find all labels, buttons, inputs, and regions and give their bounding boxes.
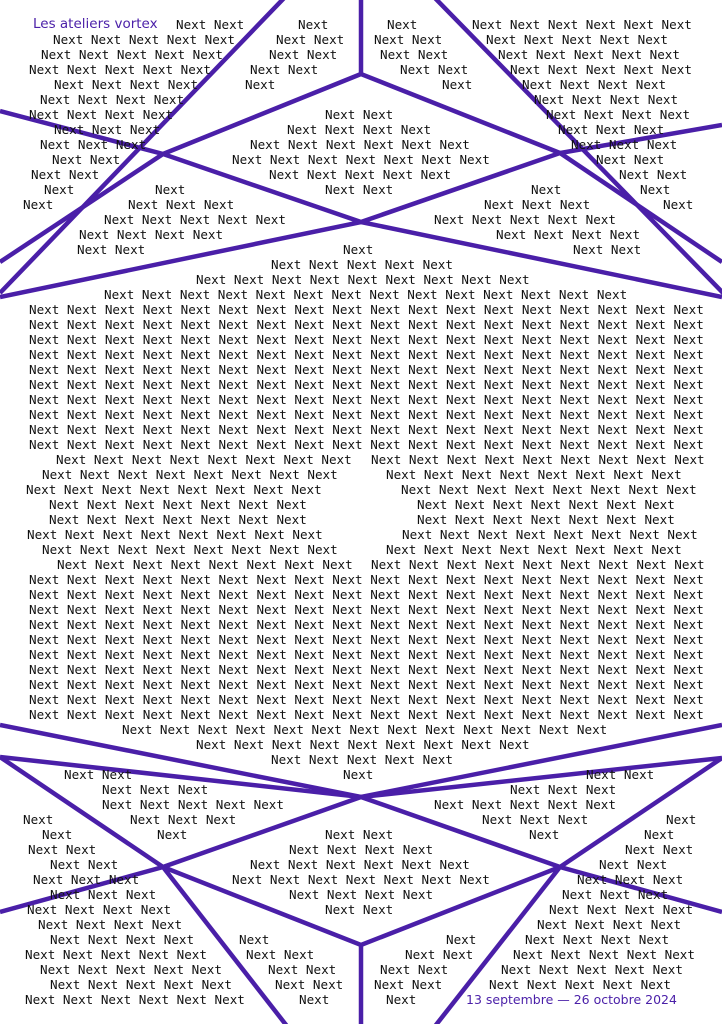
word-run: Next Next Next Next Next Next Next Next Next Next Next Next Next Next Next Next Next Next [29,302,704,317]
word-run: Next Next Next Next [287,122,432,137]
word-run: Next [44,182,75,197]
word-run: Next [343,767,374,782]
word-run: Next Next Next Next Next [50,977,232,992]
word-run: Next Next Next Next Next Next Next Next Next Next Next Next Next Next Next Next Next Next [29,692,704,707]
word-run: Next Next Next Next Next Next Next Next Next Next Next Next Next Next Next Next Next Next [29,347,704,362]
word-run: Next Next Next Next Next Next Next Next [386,467,682,482]
word-run: Next Next Next [484,197,591,212]
word-run: Next Next [325,182,394,197]
word-run: Next Next Next Next Next [513,947,695,962]
word-run: Next Next Next Next [289,887,434,902]
word-run: Next Next Next Next Next Next Next Next Next Next Next Next Next [122,722,608,737]
word-run: Next Next Next [130,812,237,827]
word-run: Next Next Next [558,122,665,137]
word-run: Next Next Next Next Next [53,32,235,47]
word-run: Next Next Next Next Next Next Next Next [401,482,697,497]
word-run: Next Next [619,167,688,182]
word-run: Next Next Next Next [40,92,185,107]
word-run: Next Next Next Next Next Next Next Next [56,452,352,467]
word-run: Next Next Next Next Next [434,797,616,812]
word-run: Next [299,992,330,1007]
word-run: Next Next Next Next Next Next Next Next Next Next Next Next Next Next Next Next Next Next [29,677,704,692]
word-run: Next Next [573,242,642,257]
word-run: Next [640,182,671,197]
word-run: Next Next [380,962,449,977]
word-run: Next Next [275,977,344,992]
word-run: Next Next Next Next Next [489,977,671,992]
word-run: Next Next [52,152,121,167]
word-run: Next Next [176,17,245,32]
word-run: Next Next [400,62,469,77]
word-run: Next Next Next Next Next Next Next Next Next Next Next Next Next Next Next Next Next Next [29,662,704,677]
word-run: Next Next [246,947,315,962]
word-run: Next Next Next Next Next Next Next Next Next Next Next Next Next Next Next Next Next Next [29,332,704,347]
word-run: Next Next Next Next Next Next Next Next Next Next Next Next Next Next Next Next Next Next [29,377,704,392]
word-run: Next Next [269,47,338,62]
word-run: Next [446,932,477,947]
word-run: Next Next Next Next [496,227,641,242]
word-run: Next Next Next Next Next Next Next Next Next [371,452,705,467]
word-run: Next Next Next Next [289,842,434,857]
word-run: Next Next Next Next Next Next Next Next Next Next Next Next Next Next Next Next Next Next [29,572,704,587]
word-run: Next Next Next Next Next Next Next Next Next Next Next Next Next Next Next Next Next Next [29,437,704,452]
word-run: Next [529,827,560,842]
word-run: Next Next Next Next Next Next Next Next Next [196,272,530,287]
word-run: Next Next Next Next Next [269,167,451,182]
word-run: Next Next Next Next Next [40,962,222,977]
word-run: Next Next Next Next Next Next Next Next [57,557,353,572]
word-run: Next Next Next Next Next Next Next Next Next Next Next Next Next Next Next Next Next Next [29,647,704,662]
word-run: Next [23,812,54,827]
word-run: Next Next Next Next Next Next Next [232,152,490,167]
word-run: Next [386,992,417,1007]
word-run: Next Next Next Next Next Next Next Next Next Next Next Next Next Next Next Next Next Next [29,362,704,377]
word-run: Next [298,17,329,32]
word-run: Next Next Next [571,137,678,152]
word-run: Next Next [250,62,319,77]
word-run: Next Next Next Next Next [434,212,616,227]
word-run: Next Next Next [33,872,140,887]
word-run: Next Next Next Next [50,932,195,947]
word-run: Next Next Next Next [534,92,679,107]
word-run: Next Next [599,857,668,872]
word-run: Next Next [31,167,100,182]
word-run: Next Next Next Next [29,107,174,122]
word-run: Next Next Next Next [525,932,670,947]
word-run: Next Next [276,32,345,47]
word-run: Next Next Next Next Next Next [472,17,692,32]
word-run: Next Next Next Next Next Next Next Next Next [371,557,705,572]
word-run: Next Next Next Next Next Next Next Next Next Next Next Next Next Next Next Next Next Next [29,707,704,722]
word-run: Next Next Next Next Next [29,62,211,77]
word-run: Next Next [268,962,337,977]
word-run: Next [157,827,188,842]
word-run: Next Next Next Next Next Next Next Next Next Next Next Next Next Next Next Next Next Next [29,632,704,647]
word-run: Next Next Next Next Next Next Next Next [386,542,682,557]
word-run: Next Next Next Next Next [104,212,286,227]
word-run: Next Next [325,827,394,842]
word-run: Next Next Next Next Next Next Next Next [402,527,698,542]
word-run: Next Next Next Next Next [501,962,683,977]
word-run: Next Next Next Next Next [510,62,692,77]
word-run: Next Next Next Next Next Next [250,137,470,152]
word-run: Next Next [325,902,394,917]
word-run: Next Next Next [54,122,161,137]
word-run: Next [23,197,54,212]
word-run: Next Next Next Next [537,917,682,932]
word-run: Next Next Next Next [38,917,183,932]
word-run: Next Next Next Next Next Next Next Next Next Next Next Next Next Next Next Next Next Next [29,422,704,437]
word-run: Next Next [64,767,133,782]
word-run: Next Next [380,47,449,62]
word-run: Next Next Next [562,887,669,902]
word-run: Next Next Next Next Next Next Next Next [27,527,323,542]
word-run: Next Next Next Next Next Next Next Next Next Next Next Next Next Next Next Next Next Next [29,392,704,407]
word-run: Next [644,827,675,842]
word-run: Next Next [28,842,97,857]
word-run: Next Next Next [482,812,589,827]
word-run: Next Next Next Next Next Next Next Next Next [196,737,530,752]
word-run: Next [387,17,418,32]
word-run: Next Next Next Next Next Next Next [417,497,675,512]
word-run: Next Next Next Next [27,902,172,917]
word-run: Next Next Next Next Next Next Next [49,497,307,512]
word-run: Next Next Next Next Next Next Next Next Next Next Next Next Next Next [104,287,628,302]
word-run: Next Next [586,767,655,782]
word-run: Next [155,182,186,197]
word-run: Next Next Next [577,872,684,887]
word-run: Next [239,932,270,947]
word-run: Next Next Next Next [522,77,667,92]
word-run: Next Next Next Next Next Next Next Next Next Next Next Next Next Next Next Next Next Next [29,587,704,602]
word-run: Next Next Next Next [546,107,691,122]
word-run: Next Next Next Next Next Next Next [49,512,307,527]
word-run: Next Next Next [102,782,209,797]
word-run: Next Next Next [50,887,157,902]
word-run: Next Next Next Next Next Next Next Next Next Next Next Next Next Next Next Next Next Next [29,407,704,422]
word-run: Next Next Next Next Next Next [250,857,470,872]
word-run: Next [245,77,276,92]
word-run: Next Next Next Next Next Next [25,992,245,1007]
word-run: Next Next Next Next Next Next Next Next [26,482,322,497]
word-run: Next Next [596,152,665,167]
word-run: Next Next Next Next Next Next Next [232,872,490,887]
word-run: Next Next [374,32,443,47]
word-run: Next Next Next [128,197,235,212]
word-run: Next Next Next Next Next Next Next Next [42,467,338,482]
word-run: Next Next [374,977,443,992]
word-run: Next [442,77,473,92]
word-run: Next Next Next Next Next Next Next Next Next Next Next Next Next Next Next Next Next Next [29,617,704,632]
word-run: Next Next [325,107,394,122]
word-run: Next Next Next Next Next [498,47,680,62]
word-run: Next [531,182,562,197]
poster-title: Les ateliers vortex [33,16,158,32]
word-run: Next Next [50,857,119,872]
word-run: Next Next Next Next [54,77,199,92]
word-run: Next Next Next Next Next [486,32,668,47]
word-run: Next Next [77,242,146,257]
word-run: Next Next Next Next Next [271,257,453,272]
word-run: Next Next Next Next Next Next Next Next [42,542,338,557]
word-run: Next [42,827,73,842]
word-run: Next Next Next [510,782,617,797]
word-run: Next Next [405,947,474,962]
word-run: Next [663,197,694,212]
word-run: Next Next Next Next Next [25,947,207,962]
word-run: Next Next [625,842,694,857]
word-run: Next Next Next Next [79,227,224,242]
word-run: Next Next Next Next Next Next Next Next Next Next Next Next Next Next Next Next Next Next [29,317,704,332]
word-run: Next Next Next Next [549,902,694,917]
word-run: Next [666,812,697,827]
word-run: Next Next Next Next Next Next Next [417,512,675,527]
word-run: Next Next Next Next Next Next Next Next Next Next Next Next Next Next Next Next Next Next [29,602,704,617]
event-dates: 13 septembre — 26 octobre 2024 [466,992,677,1007]
word-run: Next Next Next Next Next [271,752,453,767]
word-run: Next Next Next Next Next [102,797,284,812]
word-run: Next [343,242,374,257]
word-run: Next Next Next Next Next [41,47,223,62]
word-run: Next Next Next [40,137,147,152]
